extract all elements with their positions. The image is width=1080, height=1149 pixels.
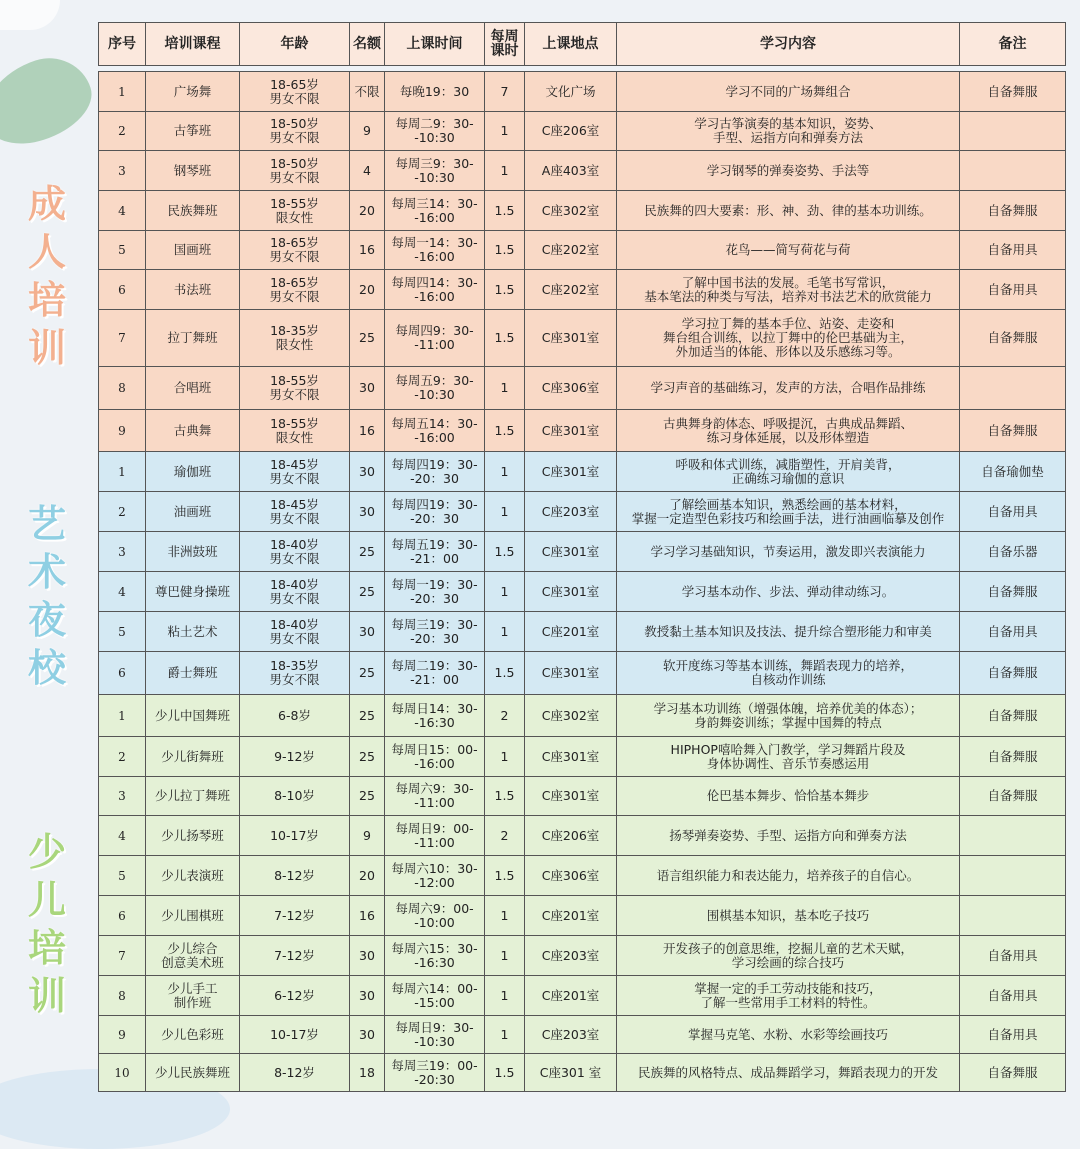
cell-time: 每周三14：30- -16:00 [385,191,485,231]
cell-weekly-hours: 1.5 [485,231,525,270]
cell-time: 每周六15：30- -16:30 [385,936,485,976]
section-label-char: 训 [27,326,66,370]
cell-time: 每周三19：00- -20:30 [385,1054,485,1092]
cell-weekly-hours: 1.5 [485,652,525,695]
cell-time: 每周日14：30- -16:30 [385,695,485,737]
table-row [99,72,1066,112]
header-index: 序号 [99,23,146,66]
section-label-char: 培 [27,926,66,970]
cell-quota: 18 [350,1054,385,1092]
cell-weekly-hours: 1 [485,737,525,777]
cell-time: 每周日9：30- -10:30 [385,1016,485,1054]
cell-weekly-hours: 1.5 [485,310,525,367]
cell-index: 2 [99,492,146,532]
cell-location: C座203室 [525,936,617,976]
cell-index: 9 [99,410,146,452]
cell-index: 3 [99,777,146,816]
cell-weekly-hours: 1 [485,1016,525,1054]
cell-weekly-hours: 1 [485,612,525,652]
cell-content: 掌握一定的手工劳动技能和技巧， 了解一些常用手工材料的特性。 [617,976,960,1016]
cell-age: 18-65岁 男女不限 [240,72,350,112]
cell-time: 每周六9：30- -11:00 [385,777,485,816]
cell-age: 9-12岁 [240,737,350,777]
cell-weekly-hours: 1 [485,936,525,976]
cell-quota: 25 [350,310,385,367]
table-row [99,112,1066,151]
section-label-char: 校 [27,646,66,690]
cell-quota: 30 [350,452,385,492]
section-label-char: 成 [27,182,66,226]
cell-time: 每周五19：30- -21：00 [385,532,485,572]
cell-weekly-hours: 7 [485,72,525,112]
cell-course: 古筝班 [146,112,240,151]
cell-time: 每周日15：00- -16:00 [385,737,485,777]
cell-age: 18-40岁 男女不限 [240,572,350,612]
table-header [98,22,1066,66]
table-row [99,816,1066,856]
cell-note: 自备舞服 [960,777,1066,816]
cell-time: 每周二19：30- -21：00 [385,652,485,695]
cell-note [960,856,1066,896]
course-table [98,71,1066,1092]
cell-location: C座301室 [525,410,617,452]
cell-note: 自备舞服 [960,572,1066,612]
cell-quota: 20 [350,191,385,231]
cell-weekly-hours: 1 [485,151,525,191]
cell-course: 爵士舞班 [146,652,240,695]
cell-location: C座306室 [525,856,617,896]
cell-note: 自备舞服 [960,72,1066,112]
cell-time: 每周三9：30- -10:30 [385,151,485,191]
leaf-decoration [0,47,101,155]
cell-quota: 30 [350,976,385,1016]
cell-time: 每周四19：30- -20：30 [385,452,485,492]
cell-location: C座202室 [525,231,617,270]
header-note: 备注 [960,23,1066,66]
cell-index: 3 [99,532,146,572]
cell-index: 6 [99,896,146,936]
cell-course: 少儿综合 创意美术班 [146,936,240,976]
cell-weekly-hours: 1 [485,492,525,532]
cell-index: 6 [99,270,146,310]
cell-note [960,367,1066,410]
cell-course: 书法班 [146,270,240,310]
cell-course: 少儿围棋班 [146,896,240,936]
section-label-char: 夜 [27,598,66,642]
cell-content: 伦巴基本舞步、恰恰基本舞步 [617,777,960,816]
section-label-char: 儿 [27,878,66,922]
header-content: 学习内容 [617,23,960,66]
section-label-char: 少 [27,830,66,874]
table-row [99,532,1066,572]
cell-time: 每周一19：30- -20：30 [385,572,485,612]
cell-note: 自备用具 [960,231,1066,270]
cell-age: 18-40岁 男女不限 [240,612,350,652]
cell-weekly-hours: 1 [485,572,525,612]
cell-course: 国画班 [146,231,240,270]
table-row [99,695,1066,737]
table-row [99,737,1066,777]
corner-decoration [0,0,60,30]
cell-content: 古典舞身韵体态、呼吸提沉，古典成品舞蹈、 练习身体延展，以及形体塑造 [617,410,960,452]
cell-index: 2 [99,112,146,151]
cell-content: HIPHOP嘻哈舞入门教学，学习舞蹈片段及 身体协调性、音乐节奏感运用 [617,737,960,777]
cell-index: 4 [99,191,146,231]
cell-location: C座202室 [525,270,617,310]
table-row [99,452,1066,492]
cell-quota: 20 [350,270,385,310]
cell-quota: 30 [350,1016,385,1054]
table-row [99,976,1066,1016]
cell-location: C座306室 [525,367,617,410]
table-row [99,231,1066,270]
cell-time: 每周四19：30- -20：30 [385,492,485,532]
cell-weekly-hours: 1 [485,896,525,936]
cell-quota: 16 [350,410,385,452]
cell-quota: 25 [350,572,385,612]
cell-note: 自备舞服 [960,652,1066,695]
cell-course: 少儿拉丁舞班 [146,777,240,816]
cell-content: 软开度练习等基本训练，舞蹈表现力的培养， 自核动作训练 [617,652,960,695]
header-location: 上课地点 [525,23,617,66]
cell-age: 8-12岁 [240,856,350,896]
cell-note: 自备用具 [960,492,1066,532]
cell-quota: 25 [350,652,385,695]
cell-index: 8 [99,976,146,1016]
cell-content: 学习古筝演奏的基本知识，姿势、 手型、运指方向和弹奏方法 [617,112,960,151]
cell-weekly-hours: 1.5 [485,532,525,572]
cell-location: C座301 室 [525,1054,617,1092]
table-row [99,856,1066,896]
cell-age: 18-55岁 限女性 [240,191,350,231]
cell-index: 5 [99,856,146,896]
cell-index: 1 [99,695,146,737]
table-row [99,652,1066,695]
cell-age: 7-12岁 [240,896,350,936]
cell-note: 自备用具 [960,270,1066,310]
cell-location: A座403室 [525,151,617,191]
cell-quota: 25 [350,737,385,777]
cell-note [960,896,1066,936]
cell-course: 民族舞班 [146,191,240,231]
cell-weekly-hours: 2 [485,695,525,737]
cell-quota: 25 [350,695,385,737]
cell-age: 18-50岁 男女不限 [240,151,350,191]
cell-index: 5 [99,612,146,652]
cell-quota: 不限 [350,72,385,112]
cell-content: 学习钢琴的弹奏姿势、手法等 [617,151,960,191]
cell-age: 10-17岁 [240,816,350,856]
cell-course: 少儿表演班 [146,856,240,896]
cell-index: 3 [99,151,146,191]
cell-note: 自备用具 [960,612,1066,652]
cell-location: C座206室 [525,112,617,151]
cell-quota: 30 [350,936,385,976]
cell-age: 18-65岁 男女不限 [240,270,350,310]
cell-location: C座201室 [525,896,617,936]
header-course: 培训课程 [146,23,240,66]
cell-weekly-hours: 1.5 [485,777,525,816]
cell-index: 7 [99,936,146,976]
cell-content: 学习基本动作、步法、弹动律动练习。 [617,572,960,612]
cell-location: C座301室 [525,777,617,816]
section-label-kids [22,828,72,1020]
cell-index: 2 [99,737,146,777]
cell-age: 18-45岁 男女不限 [240,492,350,532]
cell-age: 18-35岁 男女不限 [240,652,350,695]
table-row [99,612,1066,652]
cell-note: 自备用具 [960,936,1066,976]
cell-content: 花鸟——简写荷花与荷 [617,231,960,270]
cell-time: 每周五9：30- -10:30 [385,367,485,410]
cell-content: 了解中国书法的发展。毛笔书写常识， 基本笔法的种类与写法，培养对书法艺术的欣赏能力 [617,270,960,310]
cell-content: 学习不同的广场舞组合 [617,72,960,112]
cell-content: 学习基本功训练（增强体魄，培养优美的体态）； 身韵舞姿训练；掌握中国舞的特点 [617,695,960,737]
section-label-char: 培 [27,278,66,322]
cell-location: C座301室 [525,737,617,777]
cell-time: 每周日9：00- -11:00 [385,816,485,856]
cell-index: 9 [99,1016,146,1054]
cell-age: 7-12岁 [240,936,350,976]
cell-quota: 25 [350,777,385,816]
cell-index: 10 [99,1054,146,1092]
table-row [99,572,1066,612]
cell-course: 古典舞 [146,410,240,452]
table-row [99,777,1066,816]
cell-note [960,151,1066,191]
cell-quota: 16 [350,231,385,270]
cell-course: 少儿扬琴班 [146,816,240,856]
cell-weekly-hours: 1 [485,367,525,410]
cell-weekly-hours: 1 [485,452,525,492]
table-row [99,936,1066,976]
cell-note: 自备舞服 [960,737,1066,777]
cell-time: 每周四14：30- -16:00 [385,270,485,310]
cell-content: 开发孩子的创意思维，挖掘儿童的艺术天赋， 学习绘画的综合技巧 [617,936,960,976]
cell-quota: 16 [350,896,385,936]
cell-age: 18-55岁 限女性 [240,410,350,452]
header-age: 年龄 [240,23,350,66]
cell-content: 扬琴弹奏姿势、手型、运指方向和弹奏方法 [617,816,960,856]
cell-age: 18-50岁 男女不限 [240,112,350,151]
cell-quota: 30 [350,612,385,652]
cell-note: 自备乐器 [960,532,1066,572]
table-row [99,410,1066,452]
cell-content: 围棋基本知识，基本吃子技巧 [617,896,960,936]
cell-time: 每晚19：30 [385,72,485,112]
cell-weekly-hours: 1.5 [485,270,525,310]
cell-time: 每周五14：30- -16:00 [385,410,485,452]
cell-weekly-hours: 1 [485,112,525,151]
table-row [99,310,1066,367]
cell-content: 语言组织能力和表达能力，培养孩子的自信心。 [617,856,960,896]
cell-course: 少儿中国舞班 [146,695,240,737]
cell-note: 自备舞服 [960,191,1066,231]
cell-weekly-hours: 2 [485,816,525,856]
cell-course: 广场舞 [146,72,240,112]
cell-weekly-hours: 1.5 [485,1054,525,1092]
table-row [99,492,1066,532]
cell-content: 学习拉丁舞的基本手位、站姿、走姿和 舞台组合训练，以拉丁舞中的伦巴基础为主， 外加适当的体能、形体以及乐感练习等。 [617,310,960,367]
header-quota: 名额 [350,23,385,66]
cell-content: 学习声音的基础练习，发声的方法，合唱作品排练 [617,367,960,410]
cell-note: 自备舞服 [960,410,1066,452]
cell-time: 每周二9：30- -10:30 [385,112,485,151]
cell-time: 每周六10：30- -12:00 [385,856,485,896]
header-weekly-hours: 每周 课时 [485,23,525,66]
table-row [99,1054,1066,1092]
cell-content: 了解绘画基本知识，熟悉绘画的基本材料， 掌握一定造型色彩技巧和绘画手法，进行油画临摹及创作 [617,492,960,532]
cell-time: 每周一14：30- -16:00 [385,231,485,270]
cell-age: 6-12岁 [240,976,350,1016]
cell-course: 少儿手工 制作班 [146,976,240,1016]
cell-index: 1 [99,452,146,492]
cell-index: 8 [99,367,146,410]
cell-index: 4 [99,816,146,856]
cell-age: 6-8岁 [240,695,350,737]
table-row [99,270,1066,310]
section-label-char: 术 [27,550,66,594]
cell-note: 自备舞服 [960,695,1066,737]
cell-note: 自备用具 [960,1016,1066,1054]
cell-time: 每周三19：30- -20：30 [385,612,485,652]
cell-location: C座301室 [525,452,617,492]
cell-course: 瑜伽班 [146,452,240,492]
section-label-char: 训 [27,974,66,1018]
cell-note [960,816,1066,856]
cell-note: 自备舞服 [960,1054,1066,1092]
cell-content: 民族舞的风格特点、成品舞蹈学习，舞蹈表现力的开发 [617,1054,960,1092]
cell-location: C座302室 [525,695,617,737]
cell-location: C座203室 [525,492,617,532]
cell-age: 18-65岁 男女不限 [240,231,350,270]
cell-age: 18-35岁 限女性 [240,310,350,367]
cell-age: 8-10岁 [240,777,350,816]
cell-age: 10-17岁 [240,1016,350,1054]
cell-time: 每周六14：00- -15:00 [385,976,485,1016]
cell-content: 呼吸和体式训练，减脂塑性，开肩美背， 正确练习瑜伽的意识 [617,452,960,492]
cell-course: 油画班 [146,492,240,532]
section-label-night-school [22,500,72,692]
cell-location: C座302室 [525,191,617,231]
cell-content: 掌握马克笔、水粉、水彩等绘画技巧 [617,1016,960,1054]
table-row [99,151,1066,191]
cell-location: C座206室 [525,816,617,856]
cell-course: 合唱班 [146,367,240,410]
cell-weekly-hours: 1 [485,976,525,1016]
cell-age: 8-12岁 [240,1054,350,1092]
section-label-adult [22,180,72,372]
cell-index: 6 [99,652,146,695]
cell-index: 1 [99,72,146,112]
cell-course: 非洲鼓班 [146,532,240,572]
cell-location: C座201室 [525,976,617,1016]
section-label-char: 人 [27,230,66,274]
cell-index: 7 [99,310,146,367]
cell-note: 自备瑜伽垫 [960,452,1066,492]
table-row [99,1016,1066,1054]
cell-location: C座301室 [525,532,617,572]
cell-age: 18-45岁 男女不限 [240,452,350,492]
cell-note [960,112,1066,151]
table-row [99,191,1066,231]
cell-location: C座301室 [525,310,617,367]
table-row [99,896,1066,936]
cell-index: 4 [99,572,146,612]
cell-quota: 25 [350,532,385,572]
cell-time: 每周四9：30- -11:00 [385,310,485,367]
cell-location: C座301室 [525,572,617,612]
cell-weekly-hours: 1.5 [485,410,525,452]
cell-weekly-hours: 1.5 [485,856,525,896]
cell-note: 自备用具 [960,976,1066,1016]
cell-index: 5 [99,231,146,270]
cell-course: 粘土艺术 [146,612,240,652]
cell-course: 少儿民族舞班 [146,1054,240,1092]
cell-quota: 9 [350,816,385,856]
cell-age: 18-40岁 男女不限 [240,532,350,572]
cell-content: 学习学习基础知识，节奏运用，激发即兴表演能力 [617,532,960,572]
header-time: 上课时间 [385,23,485,66]
cell-quota: 30 [350,367,385,410]
cell-note: 自备舞服 [960,310,1066,367]
cell-course: 拉丁舞班 [146,310,240,367]
cell-quota: 4 [350,151,385,191]
cell-location: C座203室 [525,1016,617,1054]
table-row [99,367,1066,410]
cell-location: C座301室 [525,652,617,695]
cell-location: C座201室 [525,612,617,652]
cell-content: 民族舞的四大要素：形、神、劲、律的基本功训练。 [617,191,960,231]
cell-quota: 30 [350,492,385,532]
cell-weekly-hours: 1.5 [485,191,525,231]
section-label-char: 艺 [27,502,66,546]
cell-course: 尊巴健身操班 [146,572,240,612]
cell-course: 少儿色彩班 [146,1016,240,1054]
cell-quota: 9 [350,112,385,151]
cell-content: 教授黏土基本知识及技法、提升综合塑形能力和审美 [617,612,960,652]
cell-quota: 20 [350,856,385,896]
cell-course: 少儿街舞班 [146,737,240,777]
cell-location: 文化广场 [525,72,617,112]
cell-age: 18-55岁 男女不限 [240,367,350,410]
cell-time: 每周六9：00- -10:00 [385,896,485,936]
cell-course: 钢琴班 [146,151,240,191]
